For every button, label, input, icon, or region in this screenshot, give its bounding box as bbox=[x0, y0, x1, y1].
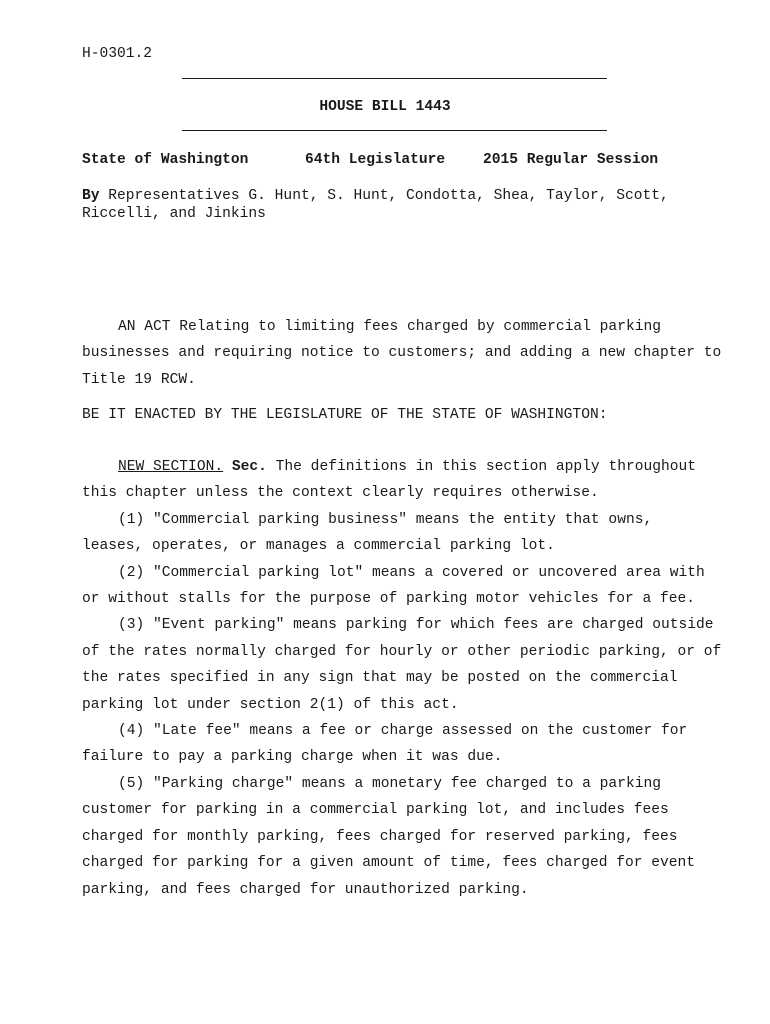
new-section-label: NEW SECTION. bbox=[118, 459, 224, 475]
sponsors-names-1: Representatives G. Hunt, S. Hunt, Condotta, Shea, Taylor, Scott, bbox=[108, 188, 669, 204]
document-id: H-0301.2 bbox=[82, 46, 153, 62]
sponsors-label: By bbox=[82, 188, 100, 204]
enacting-clause: BE IT ENACTED BY THE LEGISLATURE OF THE STATE OF WASHINGTON: bbox=[82, 407, 608, 423]
definition-5: (5) "Parking charge" means a monetary fee charged to a parking customer for parking in a commercial parking lot, and includes fees charged for monthly parking, fees charged for reserved parking, fees charged for parking for a given amount of time, fees charged for event parking, and fees charged for unauthorized parking. bbox=[82, 775, 696, 898]
bottom-rule bbox=[182, 130, 607, 131]
definition-3: (3) "Event parking" means parking for which fees are charged outside of the rates normally charged for hourly or other periodic parking, or of the rates specified in any sign that may be posted on the commercial parking lot under section 2(1) of this act. bbox=[82, 617, 722, 713]
state-name: State of Washington bbox=[82, 152, 249, 168]
act-paragraph bbox=[82, 314, 722, 393]
bill-title: HOUSE BILL 1443 bbox=[319, 99, 451, 115]
sponsors-line-2: Riccelli, and Jinkins bbox=[82, 206, 266, 222]
act-text: AN ACT Relating to limiting fees charged by commercial parking businesses and requiring notice to customers; and adding a new chapter to Title 19 RCW. bbox=[82, 319, 722, 388]
session-name: 2015 Regular Session bbox=[483, 152, 659, 168]
definition-2: (2) "Commercial parking lot" means a covered or uncovered area with or without stalls for the purpose of parking motor vehicles for a fee. bbox=[82, 564, 705, 608]
sec-label: Sec. bbox=[231, 459, 267, 475]
section-intro bbox=[82, 454, 722, 507]
top-rule bbox=[182, 78, 607, 79]
definition-1: (1) "Commercial parking business" means the entity that owns, leases, operates, or manages a commercial parking lot. bbox=[82, 511, 653, 555]
definition-4: (4) "Late fee" means a fee or charge assessed on the customer for failure to pay a parking charge when it was due. bbox=[82, 723, 688, 766]
section-body bbox=[82, 454, 722, 903]
section-intro-text: The definitions in this section apply throughout this chapter unless the context clearly requires otherwise. bbox=[82, 459, 697, 502]
sponsors-line-1 bbox=[82, 188, 669, 204]
legislature-number: 64th Legislature bbox=[305, 152, 446, 168]
